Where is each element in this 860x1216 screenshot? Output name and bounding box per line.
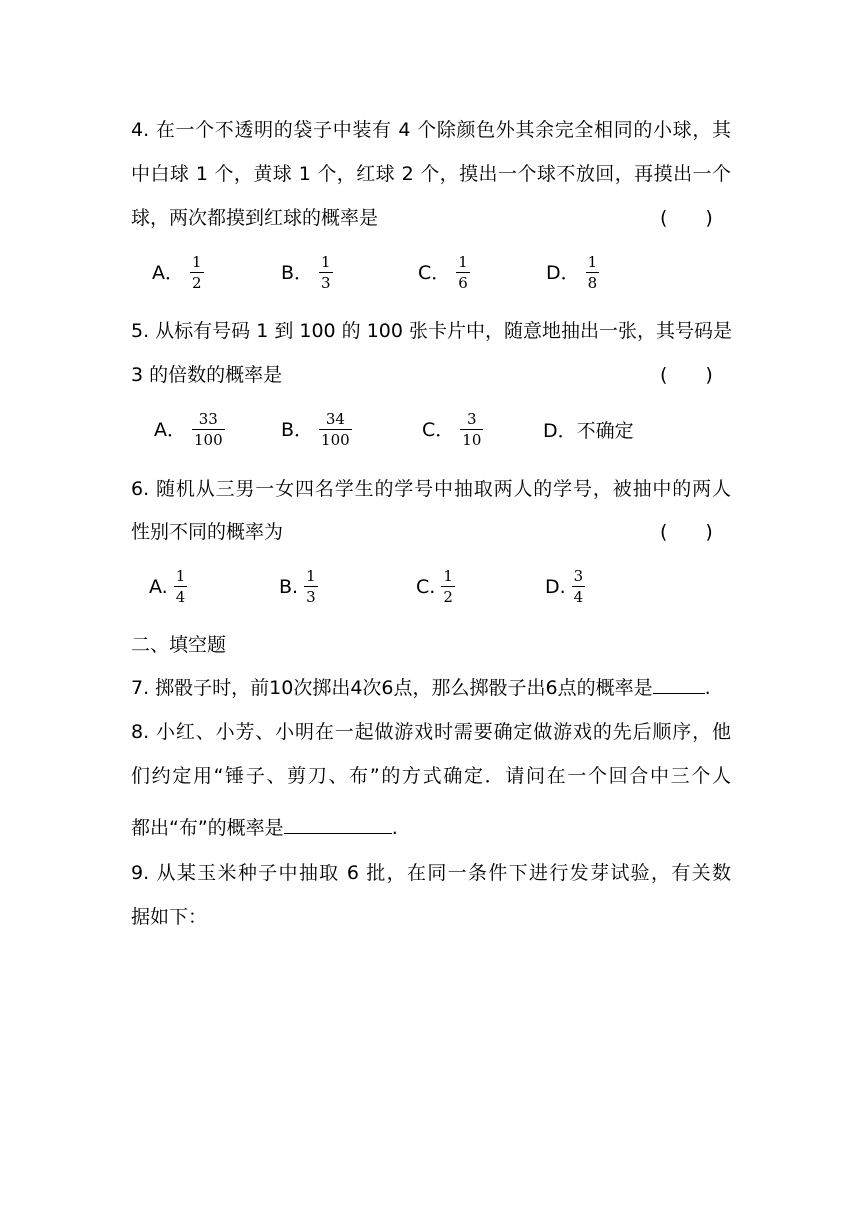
fraction-denominator: 8 (587, 274, 598, 292)
fraction-numerator: 3 (467, 410, 477, 428)
q4-option-d (546, 253, 599, 292)
fraction-denominator: 2 (443, 588, 453, 606)
option-label: A. (149, 575, 168, 598)
q5-option-d (543, 417, 634, 444)
option-label: B． (281, 418, 314, 441)
option-label: D． (543, 419, 577, 442)
q4-option-c (418, 253, 470, 292)
option-label: C． (418, 261, 451, 284)
option-label: A． (154, 418, 186, 441)
fraction-numerator: 1 (192, 253, 202, 271)
q7-text: 7. 掷骰子时，前10次掷出4次6点，那么掷骰子出6点的概率是 (131, 677, 653, 699)
fraction (319, 410, 352, 449)
fraction-numerator: 1 (321, 253, 331, 271)
fraction (319, 253, 333, 292)
fraction-denominator: 100 (321, 431, 350, 449)
fraction (572, 567, 586, 606)
option-label: A． (152, 261, 184, 284)
fraction (174, 567, 188, 606)
q9-line-2: 据如下： (131, 906, 208, 928)
fraction (190, 253, 204, 292)
fraction (192, 410, 225, 449)
q4-answer-paren: ( ) (660, 207, 713, 229)
option-label: D. (545, 575, 566, 598)
section-title: 二、填空题 (131, 634, 227, 656)
q5-option-c (422, 410, 483, 449)
option-label: C． (422, 418, 455, 441)
fraction-numerator: 1 (587, 253, 598, 271)
q4-option-b (281, 253, 333, 292)
answer-blank (653, 675, 705, 694)
option-label: D． (546, 261, 580, 284)
fraction (460, 410, 483, 449)
q6-option-c (416, 567, 455, 606)
fraction-denominator: 4 (573, 588, 584, 606)
fraction-denominator: 10 (462, 431, 482, 449)
q6-option-b (279, 567, 318, 606)
q8-text: 都出“布”的概率是 (131, 817, 284, 839)
fraction-numerator: 1 (458, 253, 468, 271)
q6-option-a (149, 567, 187, 606)
q7-end: . (704, 677, 711, 699)
q6-line-2: 性别不同的概率为 (131, 521, 284, 543)
q4-line-2: 中白球 1 个，黄球 1 个，红球 2 个，摸出一个球不放回，再摸出一个 (131, 163, 731, 185)
q5-option-b (281, 410, 352, 449)
option-text: 不确定 (576, 419, 634, 442)
fraction-denominator: 6 (458, 274, 468, 292)
fraction-denominator: 100 (194, 431, 223, 449)
fraction (456, 253, 470, 292)
q4-option-a (152, 253, 204, 292)
q4-line-3: 球，两次都摸到红球的概率是 (131, 207, 379, 229)
fraction-numerator: 34 (325, 410, 345, 428)
q8-line-2: 们约定用“锤子、剪刀、布”的方式确定．请问在一个回合中三个人 (131, 765, 731, 787)
q5-line-1: 5. 从标有号码 1 到 100 的 100 张卡片中，随意地抽出一张，其号码是 (131, 320, 733, 342)
fraction-numerator: 3 (573, 567, 584, 585)
q8-line-1: 8. 小红、小芳、小明在一起做游戏时需要确定做游戏的先后顺序，他 (131, 721, 731, 743)
fraction (586, 253, 600, 292)
fraction-numerator: 1 (175, 567, 186, 585)
option-label: C. (416, 575, 436, 598)
fraction-numerator: 1 (443, 567, 453, 585)
fraction (441, 567, 455, 606)
q5-option-a (154, 410, 225, 449)
q5-line-2: 3 的倍数的概率是 (131, 364, 283, 386)
option-label: B． (281, 261, 314, 284)
q6-answer-paren: ( ) (660, 521, 713, 543)
fraction (304, 567, 318, 606)
q7-line (131, 675, 731, 701)
q9-line-1: 9. 从某玉米种子中抽取 6 批，在同一条件下进行发芽试验，有关数 (131, 862, 731, 884)
q6-option-d (545, 567, 585, 606)
q8-line-3 (131, 815, 731, 841)
fraction-denominator: 3 (321, 274, 331, 292)
answer-blank (284, 815, 392, 834)
option-label: B. (279, 575, 299, 598)
fraction-denominator: 3 (306, 588, 316, 606)
q5-answer-paren: ( ) (660, 364, 713, 386)
fraction-denominator: 4 (175, 588, 186, 606)
q8-end: . (391, 817, 398, 839)
q4-line-1: 4. 在一个不透明的袋子中装有 4 个除颜色外其余完全相同的小球，其 (131, 119, 731, 141)
q6-line-1: 6. 随机从三男一女四名学生的学号中抽取两人的学号，被抽中的两人 (131, 478, 731, 500)
fraction-denominator: 2 (192, 274, 202, 292)
fraction-numerator: 33 (198, 410, 218, 428)
fraction-numerator: 1 (306, 567, 316, 585)
